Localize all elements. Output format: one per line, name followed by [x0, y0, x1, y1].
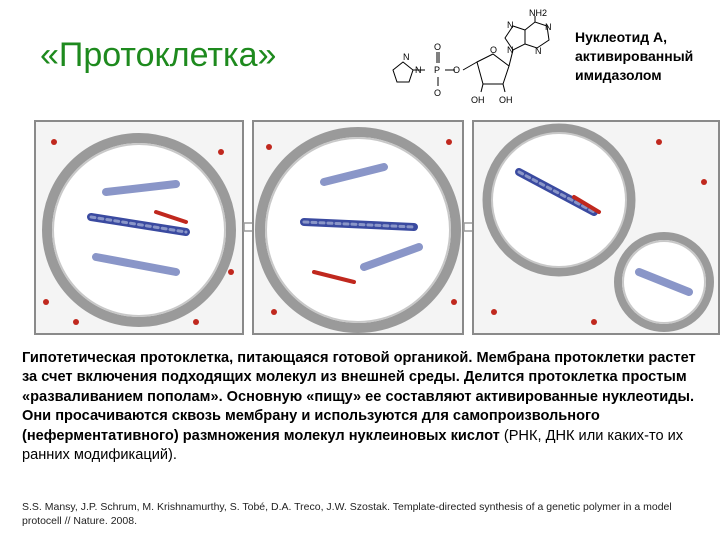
atom-n-2: N [507, 20, 514, 30]
protocell-illustration [34, 120, 720, 340]
reference-citation: S.S. Mansy, J.P. Schrum, M. Krishnamurthy, S. Tobé, D.A. Treco, J.W. Szostak. Template-directed synthesis of a genetic polymer in a model protocell // Nature. 2008. [22, 501, 672, 527]
protocell-panel-3 [472, 120, 720, 335]
atom-p: P [434, 65, 441, 75]
atom-n-1: N [507, 45, 514, 55]
protocell-panel-2 [252, 120, 464, 335]
description-part-3: (РНК, ДНК или каких-то их ранних модификаций). [22, 427, 684, 464]
atom-o-ring: O [490, 45, 498, 55]
atom-nh2: NH2 [529, 8, 548, 18]
atom-oh-right: OH [499, 95, 513, 105]
atom-n-imidazole-top: N [403, 52, 410, 62]
atom-o-double: O [434, 42, 442, 52]
atom-n-3: N [545, 22, 552, 32]
atom-n-4: N [535, 46, 542, 56]
atom-oh-left: OH [471, 95, 485, 105]
protocell-panel-1 [34, 120, 244, 335]
description-emphasis: самопроизвольного (неферментативного) размножения молекул нуклеиновых кислот [22, 408, 600, 444]
atom-o-single: O [453, 65, 461, 75]
atom-n-imidazole-right: N [415, 65, 422, 75]
caption-line-3: имидазолом [575, 67, 662, 83]
slide-title: «Протоклетка» [40, 36, 277, 74]
caption-line-1: Нуклеотид A, [575, 29, 668, 45]
nucleotide-caption [575, 28, 720, 85]
imidazole-activated-nucleotide-structure [385, 8, 565, 112]
protocell-description [22, 349, 712, 465]
caption-line-2: активированный [575, 48, 694, 64]
atom-o-minus: O [434, 88, 442, 98]
description-part-1: Гипотетическая протоклетка, питающаяся готовой органикой. Мембрана протоклетки растет за счет включения подходящих молекул из внешней среды. Делится протоклетка простым «разваливанием пополам». Основную «пищу» ее составляют активированные нуклеотиды. Они просачиваются сквозь мембрану и используются для [22, 350, 696, 425]
